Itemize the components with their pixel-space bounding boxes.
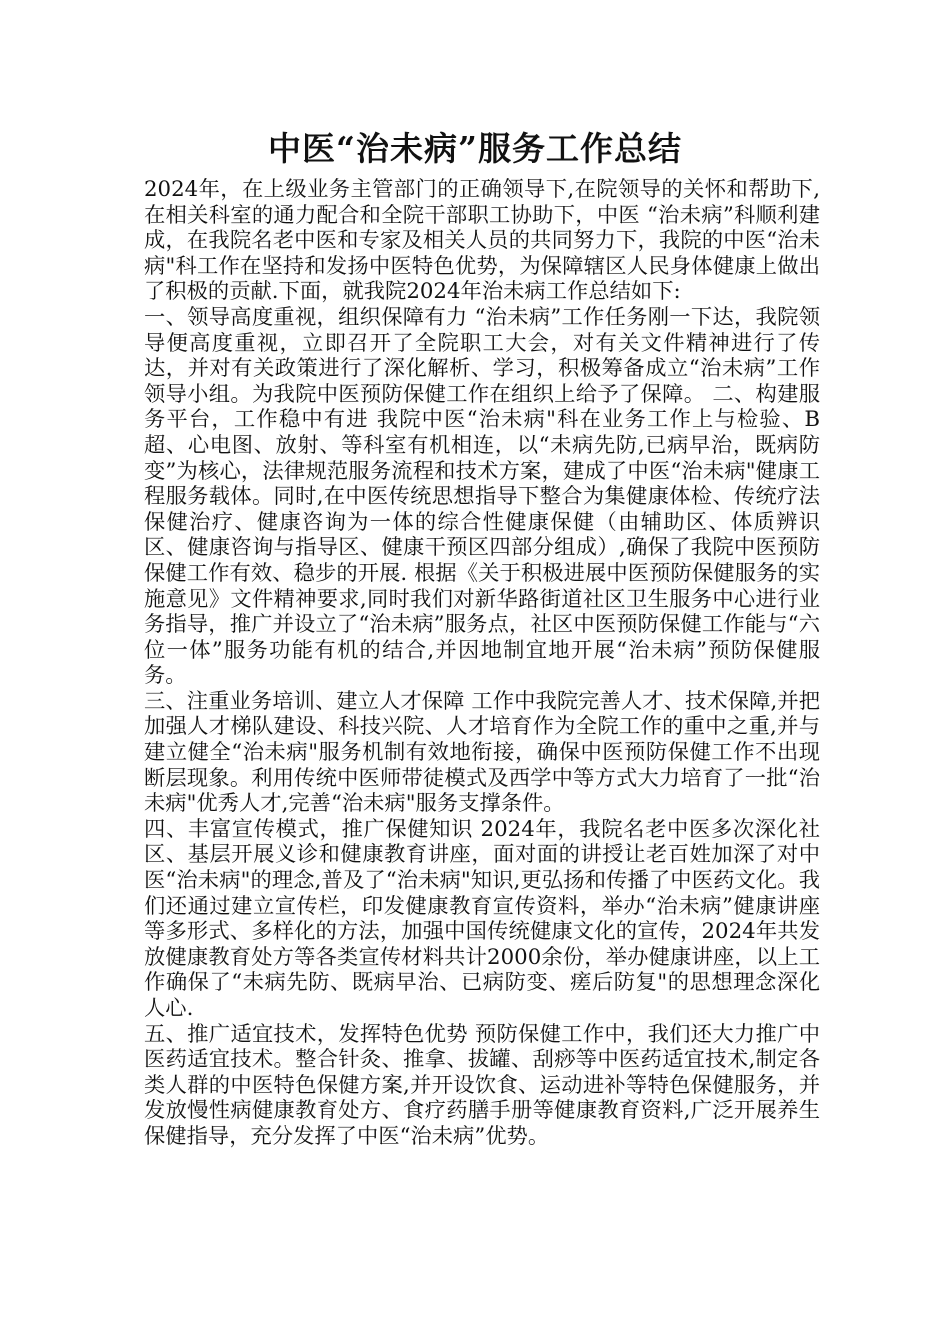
paragraph-intro: 2024年，在上级业务主管部门的正确领导下,在院领导的关怀和帮助下,在相关科室的通力配合和全院干部职工协助下，中医 “治未病”科顺利建成，在我院名老中医和专家及相关人员的共同努力下，我院的中医“治未病"科工作在坚持和发扬中医特色优势，为保障辖区人民身体健康上做出了积极的贡献.下面，就我院2024年治未病工作总结如下: [144,177,820,305]
paragraph-section-5: 五、推广适宜技术，发挥特色优势 预防保健工作中，我们还大力推广中医药适宜技术。整合针灸、推拿、拔罐、刮痧等中医药适宜技术,制定各类人群的中医特色保健方案,并开设饮食、运动进补等特色保健服务，并发放慢性病健康教育处方、食疗药膳手册等健康教育资料,广泛开展养生保健指导，充分发挥了中医“治未病”优势。 [144,1021,820,1149]
paragraph-section-1-2: 一、领导高度重视，组织保障有力 “治未病”工作任务刚一下达，我院领导便高度重视，立即召开了全院职工大会，对有关文件精神进行了传达，并对有关政策进行了深化解析、学习，积极筹备成立“治未病”工作领导小组。为我院中医预防保健工作在组织上给予了保障。 二、构建服务平台，工作稳中有进 我院中医“治未病"科在业务工作上与检验、B超、心电图、放射、等科室有机相连，以“未病先防,已病早治，既病防变”为核心，法律规范服务流程和技术方案，建成了中医“治未病"健康工程服务载体。同时,在中医传统思想指导下整合为集健康体检、传统疗法保健治疗、健康咨询为一体的综合性健康保健（由辅助区、体质辨识区、健康咨询与指导区、健康干预区四部分组成）,确保了我院中医预防保健工作有效、稳步的开展. 根据《关于积极进展中医预防保健服务的实施意见》文件精神要求,同时我们对新华路街道社区卫生服务中心进行业务指导，推广并设立了“治未病”服务点，社区中医预防保健工作能与“六位一体”服务功能有机的结合,并因地制宜地开展“治未病”预防保健服务。 [144,304,820,689]
paragraph-section-3: 三、注重业务培训、建立人才保障 工作中我院完善人才、技术保障,并把加强人才梯队建设、科技兴院、人才培育作为全院工作的重中之重,并与建立健全“治未病"服务机制有效地衔接，确保中医预防保健工作不出现断层现象。利用传统中医师带徒模式及西学中等方式大力培育了一批“治未病"优秀人才,完善“治未病"服务支撑条件。 [144,688,820,817]
paragraph-section-4: 四、丰富宣传模式，推广保健知识 2024年，我院名老中医多次深化社区、基层开展义诊和健康教育讲座，面对面的讲授让老百姓加深了对中医“治未病"的理念,普及了“治未病"知识,更弘扬和传播了中医药文化。我们还通过建立宣传栏，印发健康教育宣传资料，举办“治未病”健康讲座等多形式、多样化的方法，加强中国传统健康文化的宣传，2024年共发放健康教育处方等各类宣传材料共计2000余份，举办健康讲座，以上工作确保了“未病先防、既病早治、已病防变、瘥后防复"的思想理念深化人心. [144,816,820,1021]
document-body [144,177,820,1150]
document-title: 中医“治未病”服务工作总结 [268,129,682,168]
